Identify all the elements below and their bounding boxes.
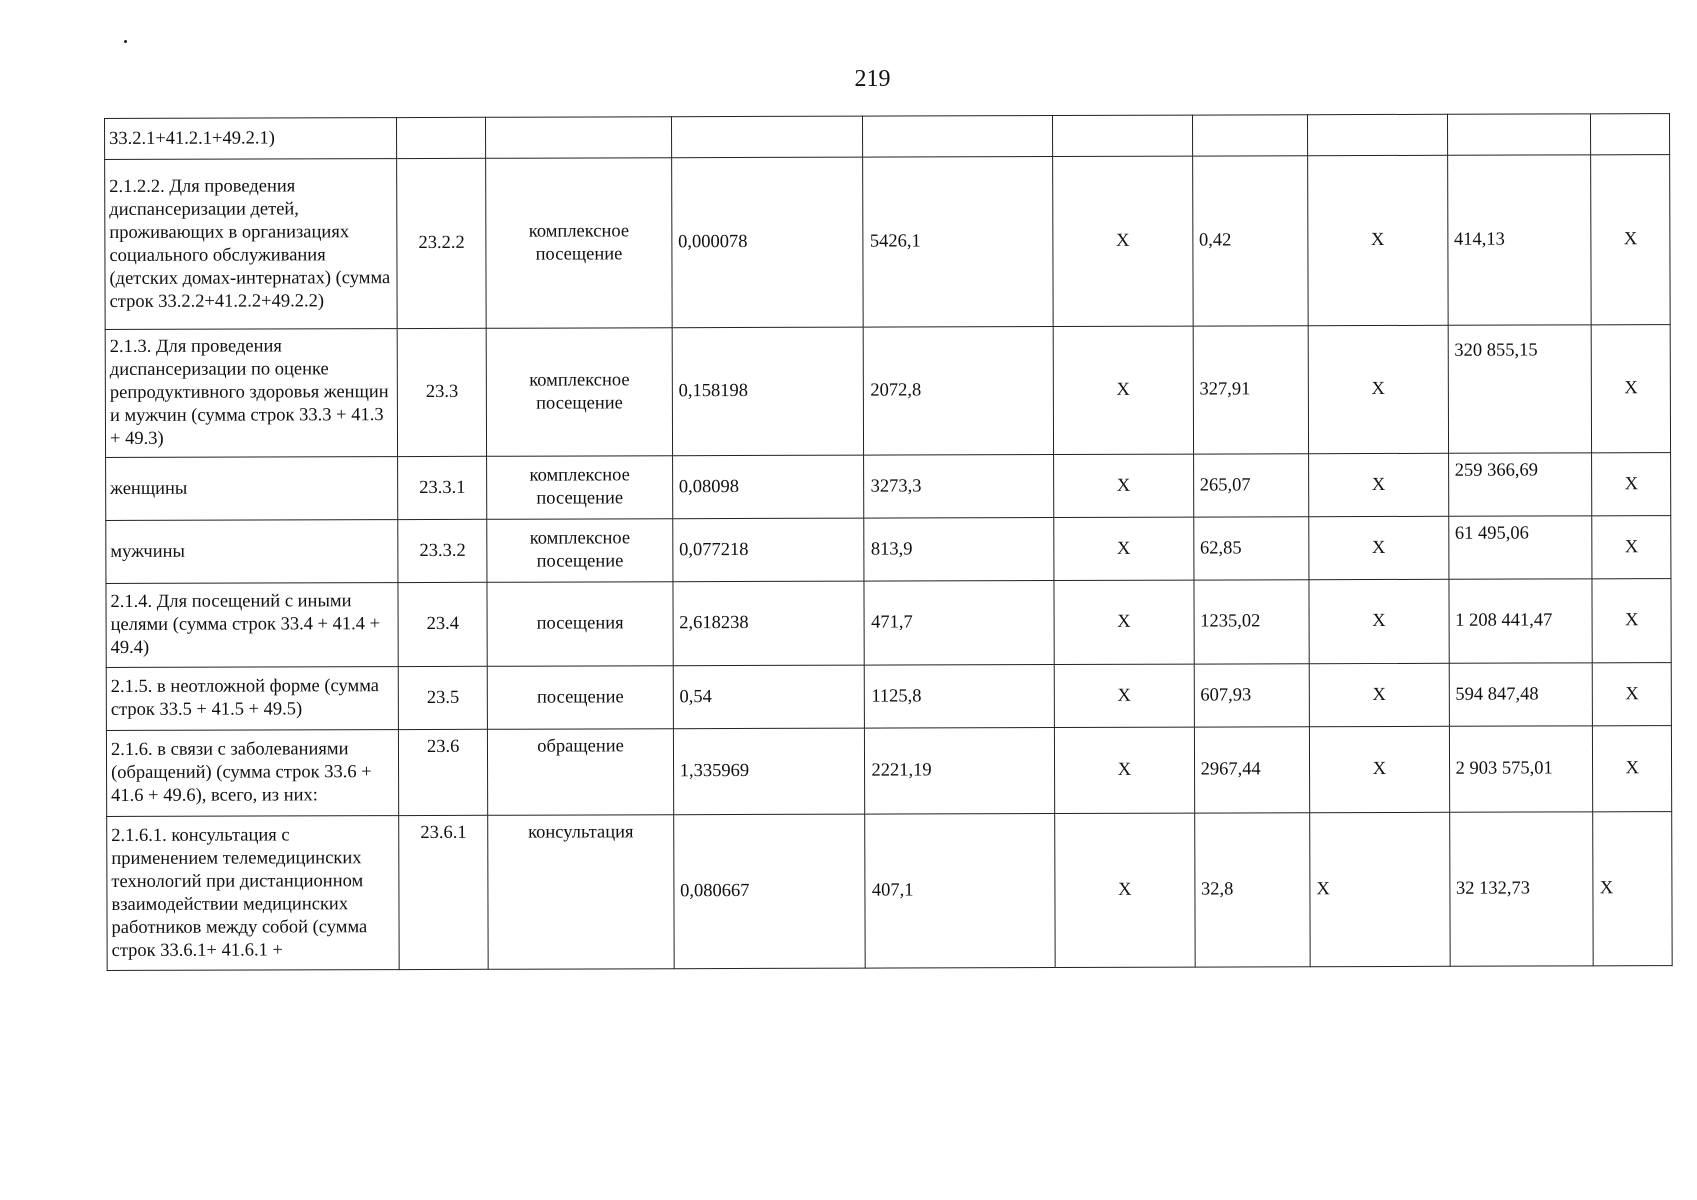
- x-cell: Х: [1309, 516, 1449, 579]
- x-cell: Х: [1055, 727, 1195, 813]
- table-row: [105, 325, 1670, 458]
- unit-cell: [486, 117, 671, 159]
- value-cell: 1 208 441,47: [1449, 579, 1593, 663]
- value-cell: 0,54: [673, 665, 865, 729]
- x-cell: [1308, 114, 1448, 155]
- row-name-cell: 2.1.6. в связи с заболеваниями (обращений) (сумма строк 33.6 + 41.6 + 49.6), всего, из них:: [106, 730, 398, 817]
- x-cell: Х: [1053, 156, 1193, 326]
- x-cell: Х: [1054, 580, 1194, 664]
- x-cell: Х: [1591, 155, 1670, 325]
- x-cell: Х: [1308, 155, 1448, 325]
- value-cell: 0,158198: [672, 327, 864, 456]
- row-code-cell: 23.5: [398, 666, 488, 729]
- row-name-cell: мужчины: [106, 520, 398, 584]
- value-cell: 32 132,73: [1449, 812, 1593, 966]
- row-name-cell: 2.1.6.1. консультация с применением телемедицинских технологий при дистанционном взаимодействии медицинских работников между собой (сумма строк 33.6.1+ 41.6.1 +: [107, 816, 400, 971]
- row-code-cell: 23.3.2: [398, 519, 488, 582]
- x-cell: Х: [1308, 325, 1448, 453]
- value-cell: 1235,02: [1194, 580, 1310, 664]
- value-cell: 320 855,15: [1448, 325, 1592, 453]
- value-cell: 0,080667: [673, 814, 865, 969]
- value-cell: 2967,44: [1194, 727, 1310, 813]
- value-cell: [863, 116, 1053, 158]
- value-cell: 61 495,06: [1448, 516, 1592, 579]
- value-cell: [1447, 114, 1591, 155]
- unit-cell: комплексное посещение: [487, 328, 673, 457]
- value-cell: 0,42: [1192, 156, 1308, 326]
- unit-cell: обращение: [488, 729, 674, 816]
- value-cell: 594 847,48: [1449, 663, 1593, 726]
- tariff-table: [104, 113, 1673, 971]
- row-code-cell: 23.2.2: [397, 158, 487, 328]
- x-cell: Х: [1592, 516, 1671, 579]
- value-cell: [671, 116, 863, 158]
- table-row: [105, 155, 1671, 330]
- table-row: [106, 516, 1671, 584]
- row-code-cell: 23.4: [398, 582, 488, 666]
- value-cell: [1192, 115, 1308, 156]
- row-name-cell: 2.1.5. в неотложной форме (сумма строк 33.5 + 41.5 + 49.5): [106, 667, 398, 731]
- x-cell: Х: [1592, 325, 1671, 453]
- row-name-cell: женщины: [106, 457, 398, 521]
- value-cell: 607,93: [1194, 664, 1310, 727]
- value-cell: 407,1: [865, 814, 1055, 969]
- row-code-cell: 23.6: [398, 729, 488, 815]
- unit-cell: посещение: [488, 666, 673, 730]
- x-cell: Х: [1054, 664, 1194, 727]
- x-cell: Х: [1054, 454, 1194, 517]
- table-row: [107, 812, 1672, 971]
- row-code-cell: 23.3: [397, 328, 487, 456]
- x-cell: Х: [1053, 326, 1193, 454]
- unit-cell: комплексное посещение: [487, 519, 672, 583]
- x-cell: Х: [1592, 453, 1671, 516]
- x-cell: Х: [1592, 579, 1671, 663]
- table-row: [106, 726, 1671, 817]
- x-cell: Х: [1054, 517, 1194, 580]
- x-cell: Х: [1310, 726, 1450, 812]
- value-cell: 471,7: [864, 581, 1054, 666]
- table-row: [106, 453, 1671, 521]
- value-cell: 32,8: [1194, 813, 1310, 967]
- x-cell: Х: [1310, 812, 1450, 966]
- x-cell: [1591, 114, 1670, 155]
- table-row: [106, 579, 1671, 668]
- row-name-cell: 2.1.2.2. Для проведения диспансеризации детей, проживающих в организациях социального обслуживания (детских домах-интернатах) (сумма строк 33.2.2+41.2.2+49.2.2): [105, 159, 398, 330]
- value-cell: 1,335969: [673, 728, 865, 815]
- unit-cell: посещения: [487, 582, 673, 667]
- value-cell: 0,000078: [671, 157, 863, 328]
- x-cell: Х: [1593, 726, 1672, 812]
- row-name-cell: 33.2.1+41.2.1+49.2.1): [105, 118, 397, 160]
- x-cell: Х: [1309, 663, 1449, 726]
- value-cell: 2 903 575,01: [1449, 726, 1593, 812]
- value-cell: 1125,8: [865, 665, 1055, 729]
- x-cell: Х: [1593, 812, 1672, 966]
- x-cell: Х: [1593, 663, 1672, 726]
- x-cell: [1053, 115, 1193, 156]
- scan-mark: [124, 40, 127, 43]
- unit-cell: комплексное посещение: [486, 158, 672, 329]
- unit-cell: комплексное посещение: [487, 456, 672, 520]
- value-cell: 414,13: [1447, 155, 1591, 325]
- row-name-cell: 2.1.3. Для проведения диспансеризации по оценке репродуктивного здоровья женщин и мужчин (сумма строк 33.3 + 41.3 + 49.3): [105, 329, 397, 458]
- unit-cell: консультация: [488, 815, 674, 970]
- row-name-cell: 2.1.4. Для посещений с иными целями (сумма строк 33.4 + 41.4 + 49.4): [106, 583, 398, 668]
- value-cell: 62,85: [1193, 517, 1309, 580]
- value-cell: 327,91: [1193, 326, 1309, 454]
- table-row: [106, 663, 1671, 731]
- row-code-cell: [397, 117, 486, 158]
- value-cell: 2,618238: [673, 581, 865, 666]
- x-cell: Х: [1309, 453, 1449, 516]
- value-cell: 0,077218: [672, 518, 864, 582]
- value-cell: 2072,8: [864, 327, 1054, 456]
- value-cell: 5426,1: [863, 157, 1053, 328]
- x-cell: Х: [1309, 579, 1449, 663]
- value-cell: 2221,19: [865, 728, 1055, 815]
- row-code-cell: 23.6.1: [399, 815, 489, 969]
- value-cell: 259 366,69: [1448, 453, 1592, 516]
- value-cell: 0,08098: [672, 455, 864, 519]
- x-cell: Х: [1055, 813, 1195, 967]
- value-cell: 265,07: [1193, 454, 1309, 517]
- table-row: [105, 114, 1670, 160]
- page-number: 219: [854, 66, 891, 92]
- value-cell: 3273,3: [864, 455, 1054, 519]
- row-code-cell: 23.3.1: [398, 456, 488, 519]
- value-cell: 813,9: [864, 518, 1054, 582]
